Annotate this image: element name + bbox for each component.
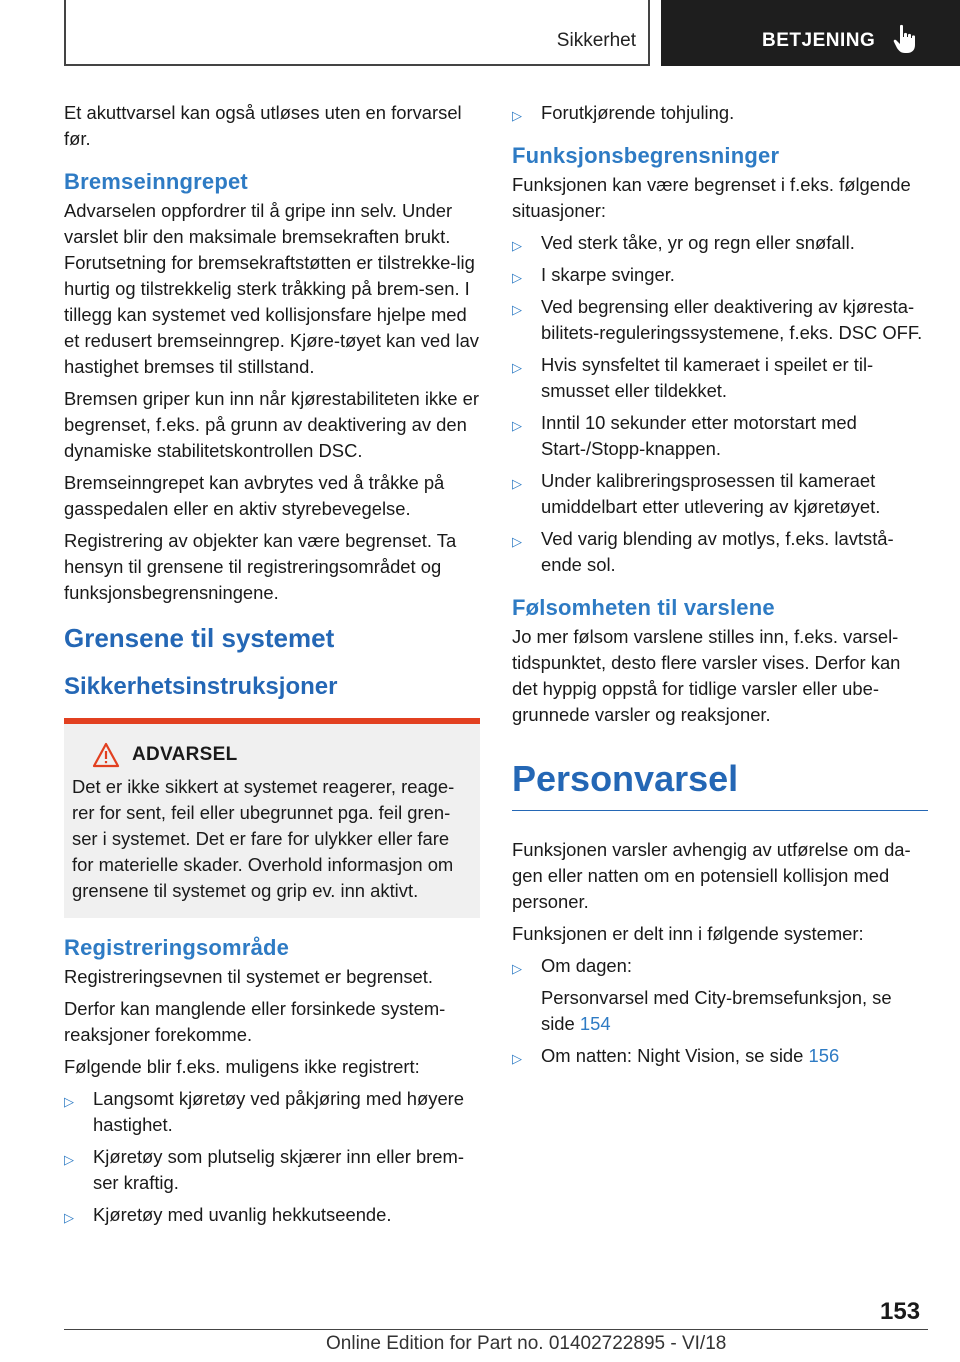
- list-item: ▷ Hvis synsfeltet til kameraet i speilet er til-smusset eller tildekket.: [512, 354, 874, 401]
- person-list: [512, 953, 928, 1069]
- left-column: [64, 100, 480, 1234]
- heading-bremseinngrepet: Bremseinngrepet: [64, 169, 248, 194]
- reg-paragraph-2: Derfor kan manglende eller forsinkede system-reaksjoner forekomme.: [64, 998, 446, 1045]
- triangle-bullet-icon: ▷: [512, 360, 522, 375]
- list-item: ▷ Forutkjørende tohjuling.: [512, 100, 928, 126]
- heading-grensene: Grensene til systemet: [64, 623, 335, 653]
- header-chapter-box: [661, 0, 960, 66]
- list-item: ▷ Langsomt kjøretøy ved påkjøring med høyere hastighet.: [64, 1088, 465, 1135]
- continued-list: [512, 100, 928, 126]
- warning-text: Det er ikke sikkert at systemet reagerer, reage-rer for sent, feil eller ubegrunnet pga. feil gren-ser i systemet. Det er fare for ulykker eller fare for materielle skader. Overhold informasjon om grensene til systemet og grip ev. inn aktivt.: [72, 776, 455, 901]
- list-item: ▷ Ved sterk tåke, yr og regn eller snøfall.: [512, 230, 928, 256]
- heading-folsomheten: Følsomheten til varslene: [512, 595, 775, 620]
- triangle-bullet-icon: ▷: [512, 418, 522, 433]
- heading-personvarsel: Personvarsel: [512, 758, 928, 811]
- list-item: ▷ Kjøretøy som plutselig skjærer inn eller brem-ser kraftig.: [64, 1146, 464, 1193]
- bremse-paragraph-3: Bremseinngrepet kan avbrytes ved å tråkke på gasspedalen eller en aktiv styrebevegelse.: [64, 472, 445, 519]
- heading-funksjonsbegrensninger: Funksjonsbegrensninger: [512, 143, 780, 168]
- person-paragraph-1: Funksjonen varsler avhengig av utførelse om da-gen eller natten om en potensiell kollisjon med personer.: [512, 839, 911, 912]
- list-item: ▷ I skarpe svinger.: [512, 262, 928, 288]
- footer-edition: Online Edition for Part no. 01402722895 - VI/18: [326, 1333, 727, 1354]
- footer-divider: [64, 1329, 928, 1330]
- heading-registreringsomrade: Registreringsområde: [64, 935, 290, 960]
- header-section-title: Sikkerhet: [556, 30, 636, 51]
- list-item: [512, 953, 928, 1037]
- warning-triangle-icon: [92, 742, 120, 768]
- funk-paragraph: Funksjonen kan være begrenset i f.eks. følgende situasjoner:: [512, 174, 911, 221]
- triangle-bullet-icon: ▷: [64, 1210, 74, 1225]
- fol-paragraph: Jo mer følsom varslene stilles inn, f.eks. varsel-tidspunktet, desto flere varsler vises. Derfor kan det hyppig oppstå for tidlige varsler eller ube-grunnede varsler og reaksjoner.: [512, 626, 901, 725]
- page-number: 153: [880, 1298, 921, 1325]
- bremse-paragraph-1: Advarselen oppfordrer til å gripe inn selv. Under varslet blir den maksimale bremsekraften brukt. Forutsetning for bremsekraftstøtten er tilstrekke-lig hurtig og tilstrekkelig sterk tråkking på brem-sen. I tillegg kan systemet ved kollisjonsfare hjelpe med et redusert bremseinngrep. Kjøre-tøyet kan ved lav hastighet bremses til stillstand.: [64, 200, 479, 377]
- list-item: [512, 1043, 928, 1069]
- reg-paragraph-1: Registreringsevnen til systemet er begrenset.: [64, 966, 434, 987]
- pointing-hand-icon: [893, 24, 919, 54]
- triangle-bullet-icon: ▷: [512, 302, 522, 317]
- list-item: ▷ Ved varig blending av motlys, f.eks. lavtstå-ende sol.: [512, 528, 894, 575]
- warning-title: ADVARSEL: [132, 744, 238, 765]
- triangle-bullet-icon: ▷: [64, 1152, 74, 1167]
- right-column: [512, 100, 928, 1075]
- warning-box: [64, 718, 480, 918]
- list-item: ▷ Ved begrensing eller deaktivering av kjøresta-bilitets-reguleringssystemene, f.eks. DSC OFF.: [512, 296, 923, 343]
- dag-description: Personvarsel med City-bremsefunksjon, se side 154: [541, 987, 892, 1034]
- reg-list: [64, 1086, 480, 1228]
- triangle-bullet-icon: ▷: [512, 476, 522, 491]
- dag-label: Om dagen:: [541, 955, 632, 976]
- bremse-paragraph-4: Registrering av objekter kan være begrenset. Ta hensyn til grensene til registreringsområdet og funksjonsbegrensningene.: [64, 530, 457, 603]
- intro-paragraph: Et akuttvarsel kan også utløses uten en forvarsel før.: [64, 102, 462, 149]
- reg-paragraph-3: Følgende blir f.eks. muligens ikke registrert:: [64, 1056, 420, 1077]
- person-paragraph-2: Funksjonen er delt inn i følgende systemer:: [512, 923, 864, 944]
- page-link-156[interactable]: 156: [808, 1045, 840, 1066]
- list-item: ▷ Kjøretøy med uvanlig hekkutseende.: [64, 1202, 480, 1228]
- triangle-bullet-icon: ▷: [512, 534, 522, 549]
- triangle-bullet-icon: ▷: [512, 1051, 522, 1066]
- heading-sikkerhetsinstruksjoner: Sikkerhetsinstruksjoner: [64, 673, 338, 700]
- triangle-bullet-icon: ▷: [512, 961, 522, 976]
- triangle-bullet-icon: ▷: [64, 1094, 74, 1109]
- list-item: ▷ Inntil 10 sekunder etter motorstart med Start-/Stopp-knappen.: [512, 412, 857, 459]
- header-chapter-title: BETJENING: [762, 30, 876, 51]
- bremse-paragraph-2: Bremsen griper kun inn når kjørestabiliteten ikke er begrenset, f.eks. på grunn av deaktivering av den dynamiske stabilitetskontrollen DSC.: [64, 388, 479, 461]
- funk-list: [512, 230, 928, 578]
- header-section-box: [64, 0, 650, 66]
- page-link-154[interactable]: 154: [579, 1013, 611, 1034]
- triangle-bullet-icon: ▷: [512, 108, 522, 123]
- triangle-bullet-icon: ▷: [512, 238, 522, 253]
- natt-text: Om natten: Night Vision, se side: [541, 1045, 804, 1066]
- list-item: ▷ Under kalibreringsprosessen til kameraet umiddelbart etter utlevering av kjøretøyet.: [512, 470, 881, 517]
- triangle-bullet-icon: ▷: [512, 270, 522, 285]
